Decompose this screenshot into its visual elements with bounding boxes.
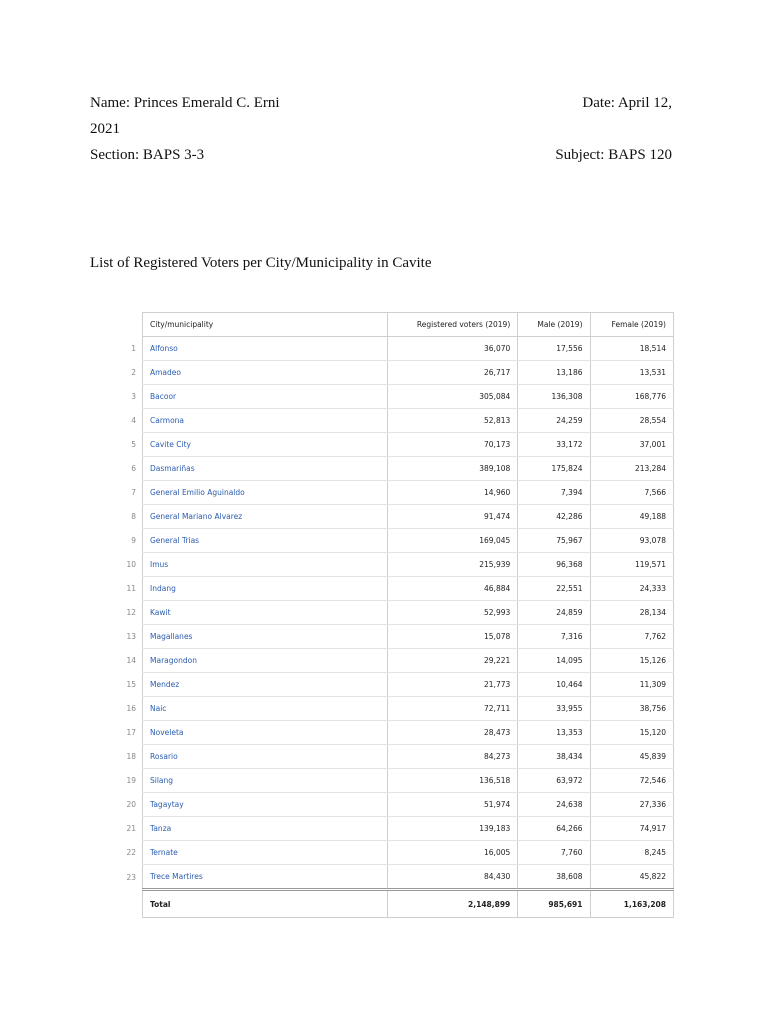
table-row [112, 793, 674, 817]
table-row [112, 481, 674, 505]
male-voters-cell: 7,760 [518, 841, 590, 865]
registered-voters-cell: 70,173 [388, 433, 518, 457]
male-voters-cell: 63,972 [518, 769, 590, 793]
city-link[interactable]: General Mariano Alvarez [143, 505, 388, 529]
table-row [112, 721, 674, 745]
total-row [112, 890, 674, 918]
city-link[interactable]: Rosario [143, 745, 388, 769]
registered-voters-cell: 389,108 [388, 457, 518, 481]
table-row [112, 649, 674, 673]
registered-voters-cell: 15,078 [388, 625, 518, 649]
male-voters-cell: 64,266 [518, 817, 590, 841]
row-number-header [112, 313, 143, 337]
male-voters-cell: 14,095 [518, 649, 590, 673]
city-link[interactable]: General Emilio Aguinaldo [143, 481, 388, 505]
female-voters-cell: 45,822 [590, 865, 674, 890]
row-number: 17 [112, 721, 143, 745]
table-row [112, 529, 674, 553]
female-voters-cell: 7,762 [590, 625, 674, 649]
registered-voters-cell: 305,084 [388, 385, 518, 409]
female-voters-cell: 49,188 [590, 505, 674, 529]
table-row [112, 865, 674, 890]
city-link[interactable]: Mendez [143, 673, 388, 697]
female-voters-cell: 28,554 [590, 409, 674, 433]
registered-voters-cell: 21,773 [388, 673, 518, 697]
male-voters-cell: 42,286 [518, 505, 590, 529]
male-voters-cell: 17,556 [518, 337, 590, 361]
row-number: 6 [112, 457, 143, 481]
total-registered-cell: 2,148,899 [388, 890, 518, 918]
row-number: 5 [112, 433, 143, 457]
city-link[interactable]: Silang [143, 769, 388, 793]
registered-voters-cell: 46,884 [388, 577, 518, 601]
male-voters-cell: 24,638 [518, 793, 590, 817]
row-number: 22 [112, 841, 143, 865]
table-row [112, 577, 674, 601]
row-number: 16 [112, 697, 143, 721]
male-voters-cell: 136,308 [518, 385, 590, 409]
student-name: Name: Princes Emerald C. Erni [90, 95, 280, 111]
table-row [112, 601, 674, 625]
subject-label: Subject: BAPS 120 [555, 147, 672, 163]
section-label: Section: BAPS 3-3 [90, 147, 205, 163]
registered-voters-cell: 16,005 [388, 841, 518, 865]
table-row [112, 673, 674, 697]
male-voters-cell: 13,186 [518, 361, 590, 385]
registered-voters-cell: 52,993 [388, 601, 518, 625]
row-number: 12 [112, 601, 143, 625]
female-voters-cell: 45,839 [590, 745, 674, 769]
row-number: 8 [112, 505, 143, 529]
registered-voters-cell: 84,273 [388, 745, 518, 769]
document-date: Date: April 12, [582, 95, 672, 111]
city-link[interactable]: Bacoor [143, 385, 388, 409]
registered-voters-cell: 51,974 [388, 793, 518, 817]
female-voters-cell: 24,333 [590, 577, 674, 601]
row-number: 4 [112, 409, 143, 433]
female-voters-cell: 27,336 [590, 793, 674, 817]
female-voters-cell: 37,001 [590, 433, 674, 457]
city-link[interactable]: Naic [143, 697, 388, 721]
female-voters-cell: 11,309 [590, 673, 674, 697]
row-number: 13 [112, 625, 143, 649]
total-female-cell: 1,163,208 [590, 890, 674, 918]
document-title: List of Registered Voters per City/Municipality in Cavite [90, 255, 432, 271]
voters-table [112, 312, 674, 918]
female-voters-cell: 18,514 [590, 337, 674, 361]
city-link[interactable]: Maragondon [143, 649, 388, 673]
row-number: 3 [112, 385, 143, 409]
table-row [112, 817, 674, 841]
registered-voters-cell: 36,070 [388, 337, 518, 361]
row-number: 2 [112, 361, 143, 385]
table-row [112, 841, 674, 865]
male-voters-cell: 33,955 [518, 697, 590, 721]
row-number: 1 [112, 337, 143, 361]
male-voters-cell: 13,353 [518, 721, 590, 745]
registered-voters-cell: 136,518 [388, 769, 518, 793]
document-year: 2021 [90, 121, 120, 137]
row-number: 23 [112, 865, 143, 890]
registered-voters-cell: 28,473 [388, 721, 518, 745]
table-row [112, 409, 674, 433]
city-link[interactable]: Cavite City [143, 433, 388, 457]
row-number: 7 [112, 481, 143, 505]
male-voters-cell: 33,172 [518, 433, 590, 457]
male-voters-cell: 96,368 [518, 553, 590, 577]
city-link[interactable]: Alfonso [143, 337, 388, 361]
city-link[interactable]: Kawit [143, 601, 388, 625]
column-header-city: City/municipality [143, 313, 388, 337]
city-link[interactable]: Amadeo [143, 361, 388, 385]
registered-voters-cell: 14,960 [388, 481, 518, 505]
male-voters-cell: 22,551 [518, 577, 590, 601]
total-male-cell: 985,691 [518, 890, 590, 918]
row-number: 11 [112, 577, 143, 601]
table-row [112, 457, 674, 481]
female-voters-cell: 15,120 [590, 721, 674, 745]
female-voters-cell: 13,531 [590, 361, 674, 385]
table-row [112, 385, 674, 409]
female-voters-cell: 119,571 [590, 553, 674, 577]
table-row [112, 745, 674, 769]
female-voters-cell: 28,134 [590, 601, 674, 625]
city-link[interactable]: Carmona [143, 409, 388, 433]
column-header-registered: Registered voters (2019) [388, 313, 518, 337]
registered-voters-cell: 26,717 [388, 361, 518, 385]
female-voters-cell: 93,078 [590, 529, 674, 553]
row-number: 10 [112, 553, 143, 577]
female-voters-cell: 7,566 [590, 481, 674, 505]
row-number: 20 [112, 793, 143, 817]
column-header-female: Female (2019) [590, 313, 674, 337]
registered-voters-cell: 91,474 [388, 505, 518, 529]
male-voters-cell: 10,464 [518, 673, 590, 697]
registered-voters-cell: 52,813 [388, 409, 518, 433]
female-voters-cell: 168,776 [590, 385, 674, 409]
female-voters-cell: 74,917 [590, 817, 674, 841]
row-number: 19 [112, 769, 143, 793]
male-voters-cell: 7,316 [518, 625, 590, 649]
female-voters-cell: 15,126 [590, 649, 674, 673]
column-header-male: Male (2019) [518, 313, 590, 337]
registered-voters-cell: 215,939 [388, 553, 518, 577]
city-link[interactable]: General Trias [143, 529, 388, 553]
registered-voters-cell: 72,711 [388, 697, 518, 721]
registered-voters-cell: 139,183 [388, 817, 518, 841]
registered-voters-cell: 169,045 [388, 529, 518, 553]
registered-voters-cell: 29,221 [388, 649, 518, 673]
row-number: 15 [112, 673, 143, 697]
male-voters-cell: 24,859 [518, 601, 590, 625]
table-row [112, 361, 674, 385]
city-link[interactable]: Indang [143, 577, 388, 601]
table-row [112, 433, 674, 457]
female-voters-cell: 72,546 [590, 769, 674, 793]
table-row [112, 553, 674, 577]
city-link[interactable]: Tagaytay [143, 793, 388, 817]
row-number: 14 [112, 649, 143, 673]
male-voters-cell: 75,967 [518, 529, 590, 553]
table-body [112, 337, 674, 918]
table-row [112, 769, 674, 793]
table-row [112, 505, 674, 529]
male-voters-cell: 7,394 [518, 481, 590, 505]
female-voters-cell: 213,284 [590, 457, 674, 481]
female-voters-cell: 38,756 [590, 697, 674, 721]
city-link[interactable]: Ternate [143, 841, 388, 865]
row-number: 21 [112, 817, 143, 841]
male-voters-cell: 24,259 [518, 409, 590, 433]
city-link[interactable]: Noveleta [143, 721, 388, 745]
table-row [112, 625, 674, 649]
table-row [112, 697, 674, 721]
city-link[interactable]: Dasmariñas [143, 457, 388, 481]
male-voters-cell: 38,608 [518, 865, 590, 890]
table-row [112, 337, 674, 361]
registered-voters-cell: 84,430 [388, 865, 518, 890]
total-label: Total [143, 890, 388, 918]
table-header-row [112, 313, 674, 337]
row-number: 9 [112, 529, 143, 553]
total-row-number [112, 890, 143, 918]
male-voters-cell: 38,434 [518, 745, 590, 769]
male-voters-cell: 175,824 [518, 457, 590, 481]
row-number: 18 [112, 745, 143, 769]
city-link[interactable]: Magallanes [143, 625, 388, 649]
city-link[interactable]: Imus [143, 553, 388, 577]
female-voters-cell: 8,245 [590, 841, 674, 865]
city-link[interactable]: Tanza [143, 817, 388, 841]
city-link[interactable]: Trece Martires [143, 865, 388, 890]
